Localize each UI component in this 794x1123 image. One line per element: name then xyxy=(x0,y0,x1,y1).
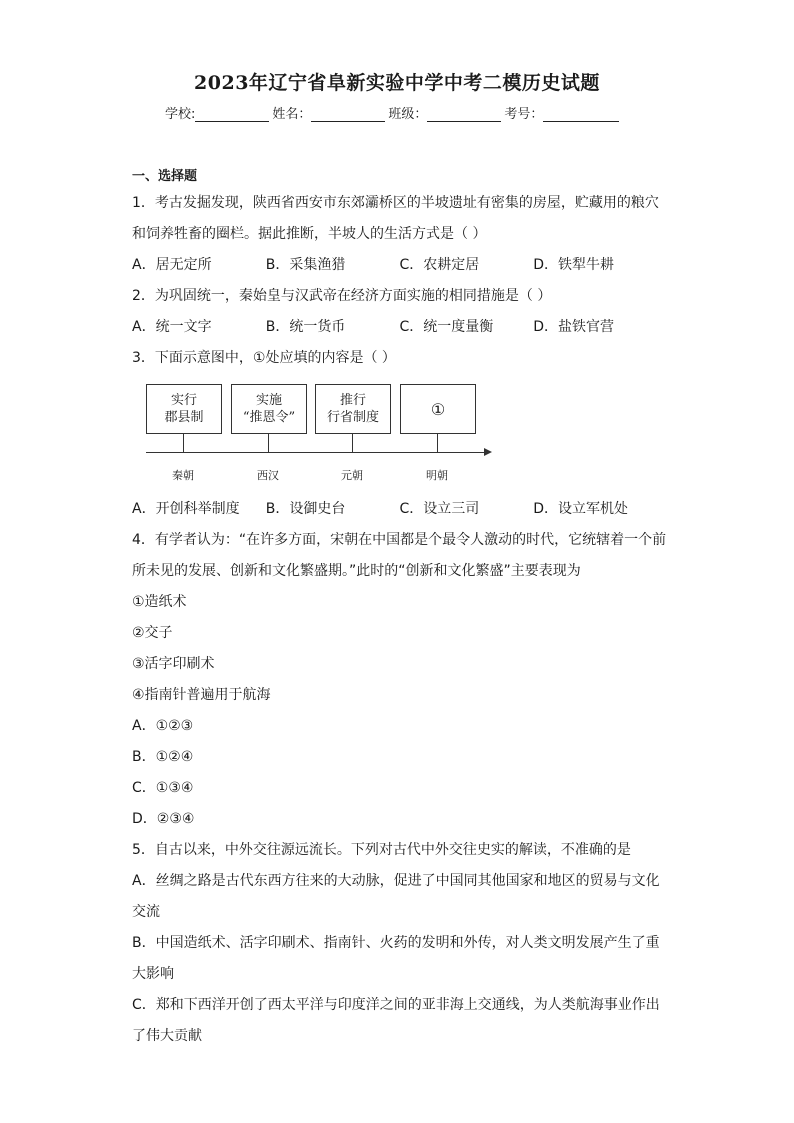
section-title: 一、选择题 xyxy=(132,169,198,184)
option-b[interactable]: B．统一货币 xyxy=(265,319,346,335)
option-d[interactable]: D．盐铁官营 xyxy=(533,319,615,335)
option-b[interactable]: B．①②④ xyxy=(132,749,194,765)
timeline-tick xyxy=(352,434,353,452)
question-text: 4．有学者认为：“在许多方面，宋朝在中国都是个最令人激动的时代，它统辖着一个前 xyxy=(132,532,667,548)
box-text: ① xyxy=(430,399,446,419)
question-4 xyxy=(132,525,667,835)
timeline-tick xyxy=(437,434,438,452)
statement-item: ②交子 xyxy=(132,625,173,641)
box-text: 实行 xyxy=(170,393,197,408)
option-text: 大影响 xyxy=(132,966,174,982)
option-b[interactable] xyxy=(132,928,667,990)
option-text: B．中国造纸术、活字印刷术、指南针、火药的发明和外传，对人类文明发展产生了重 xyxy=(132,935,660,951)
option-c[interactable] xyxy=(132,990,667,1052)
option-c[interactable]: C．农耕定居 xyxy=(399,257,480,273)
option-d[interactable]: D．②③④ xyxy=(132,811,195,827)
option-a[interactable] xyxy=(132,866,667,928)
dynasty-label: 元朝 xyxy=(341,469,363,482)
timeline-arrow-icon xyxy=(484,448,492,456)
option-row xyxy=(132,312,667,343)
option-text: A．丝绸之路是古代东西方往来的大动脉，促进了中国同其他国家和地区的贸易与文化 xyxy=(132,873,660,889)
option-c[interactable]: C．①③④ xyxy=(132,780,194,796)
option-a[interactable]: A．统一文字 xyxy=(132,319,212,335)
question-5 xyxy=(132,835,667,1052)
name-blank[interactable] xyxy=(311,107,385,122)
option-d[interactable]: D．设立军机处 xyxy=(533,501,629,517)
box-text: 行省制度 xyxy=(326,410,379,425)
question-text: 1．考古发掘发现，陕西省西安市东郊灞桥区的半坡遗址有密集的房屋，贮藏用的粮穴 xyxy=(132,195,659,211)
question-text: 3．下面示意图中，①处应填的内容是（ ） xyxy=(132,350,396,366)
box-text: 郡县制 xyxy=(164,410,204,425)
exam-no-label: 考号： xyxy=(504,107,544,122)
name-label: 姓名： xyxy=(272,107,312,122)
option-a[interactable]: A．①②③ xyxy=(132,718,194,734)
option-a[interactable]: A．开创科举制度 xyxy=(132,501,240,517)
question-list xyxy=(132,166,667,1052)
box-text: “推恩令” xyxy=(242,410,296,425)
school-label: 学校: xyxy=(165,107,196,122)
timeline-diagram xyxy=(132,374,667,494)
option-d[interactable]: D．铁犁牛耕 xyxy=(533,257,615,273)
timeline-tick xyxy=(268,434,269,452)
question-text: 和饲养牲畜的圈栏。据此推断，半坡人的生活方式是（ ） xyxy=(132,226,487,242)
option-text: C．郑和下西洋开创了西太平洋与印度洋之间的亚非海上交通线，为人类航海事业作出 xyxy=(132,997,660,1013)
option-b[interactable]: B．设御史台 xyxy=(265,501,346,517)
timeline-box-yuan xyxy=(315,384,391,434)
option-b[interactable]: B．采集渔猎 xyxy=(265,257,346,273)
option-row xyxy=(132,250,667,281)
question-text: 5．自古以来，中外交往源远流长。下列对古代中外交往史实的解读，不准确的是 xyxy=(132,842,631,858)
question-text: 2．为巩固统一，秦始皇与汉武帝在经济方面实施的相同措施是（ ） xyxy=(132,288,552,304)
option-c[interactable]: C．设立三司 xyxy=(399,501,480,517)
option-a[interactable]: A．居无定所 xyxy=(132,257,212,273)
box-text: 实施 xyxy=(255,393,282,408)
question-text: 所未见的发展、创新和文化繁盛期。”此时的“创新和文化繁盛”主要表现为 xyxy=(132,563,581,579)
option-row xyxy=(132,494,667,525)
timeline-box-western-han xyxy=(231,384,307,434)
student-info-line xyxy=(165,103,622,122)
timeline-axis xyxy=(146,452,488,453)
timeline-tick xyxy=(183,434,184,452)
option-c[interactable]: C．统一度量衡 xyxy=(399,319,494,335)
class-label: 班级： xyxy=(388,107,428,122)
question-1 xyxy=(132,188,667,281)
class-blank[interactable] xyxy=(427,107,501,122)
dynasty-label: 西汉 xyxy=(257,469,279,482)
page-title: 2023年辽宁省阜新实验中学中考二模历史试题 xyxy=(194,72,600,94)
statement-item: ①造纸术 xyxy=(132,594,187,610)
question-3 xyxy=(132,343,667,525)
dynasty-label: 秦朝 xyxy=(172,469,194,482)
option-text: 了伟大贡献 xyxy=(132,1028,202,1044)
statement-item: ③活字印刷术 xyxy=(132,656,215,672)
timeline-box-ming xyxy=(400,384,476,434)
statement-item: ④指南针普遍用于航海 xyxy=(132,687,271,703)
option-text: 交流 xyxy=(132,904,160,920)
exam-no-blank[interactable] xyxy=(543,107,619,122)
school-blank[interactable] xyxy=(195,107,269,122)
question-2 xyxy=(132,281,667,343)
box-text: 推行 xyxy=(339,393,366,408)
timeline-box-qin xyxy=(146,384,222,434)
dynasty-label: 明朝 xyxy=(426,469,448,482)
